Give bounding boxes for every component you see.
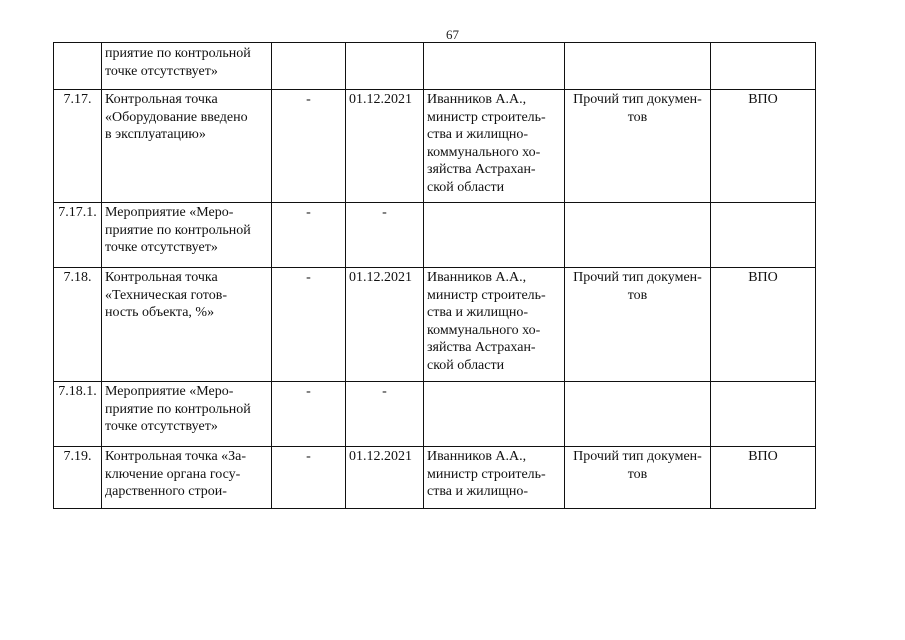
- table-row: [54, 382, 816, 447]
- responsible-person: Иванников А.А., министр строитель- ства и жилищно-: [424, 447, 565, 509]
- item-name: Контрольная точка «Оборудование введено в эксплуатацию»: [102, 90, 272, 203]
- responsible-person: Иванников А.А., министр строитель- ства и жилищно- коммунального хо- зяйства Астрахан- ской области: [424, 268, 565, 382]
- start-date: -: [272, 268, 346, 382]
- row-number: [54, 43, 102, 90]
- responsible-person: [424, 203, 565, 268]
- start-date: -: [272, 382, 346, 447]
- approval-level: [711, 203, 816, 268]
- item-name: Мероприятие «Меро- приятие по контрольной точке отсутствует»: [102, 382, 272, 447]
- end-date: [346, 43, 424, 90]
- document-type: Прочий тип докумен- тов: [565, 447, 711, 509]
- end-date: -: [346, 203, 424, 268]
- table-row: [54, 43, 816, 90]
- start-date: [272, 43, 346, 90]
- row-number: 7.18.1.: [54, 382, 102, 447]
- start-date: -: [272, 90, 346, 203]
- approval-level: ВПО: [711, 90, 816, 203]
- approval-level: ВПО: [711, 447, 816, 509]
- document-type: Прочий тип докумен- тов: [565, 90, 711, 203]
- row-number: 7.19.: [54, 447, 102, 509]
- approval-level: [711, 382, 816, 447]
- document-type: Прочий тип докумен- тов: [565, 268, 711, 382]
- table-row: [54, 203, 816, 268]
- start-date: -: [272, 447, 346, 509]
- end-date: 01.12.2021: [346, 90, 424, 203]
- end-date: -: [346, 382, 424, 447]
- table-row: [54, 90, 816, 203]
- end-date: 01.12.2021: [346, 268, 424, 382]
- table-row: [54, 447, 816, 509]
- document-type: [565, 382, 711, 447]
- item-name: Мероприятие «Меро- приятие по контрольной точке отсутствует»: [102, 203, 272, 268]
- document-type: [565, 203, 711, 268]
- page-number: 67: [446, 27, 459, 42]
- responsible-person: [424, 43, 565, 90]
- document-type: [565, 43, 711, 90]
- start-date: -: [272, 203, 346, 268]
- approval-level: ВПО: [711, 268, 816, 382]
- control-points-table: [53, 42, 816, 509]
- row-number: 7.17.1.: [54, 203, 102, 268]
- responsible-person: [424, 382, 565, 447]
- item-name: приятие по контрольной точке отсутствует»: [102, 43, 272, 90]
- row-number: 7.18.: [54, 268, 102, 382]
- end-date: 01.12.2021: [346, 447, 424, 509]
- approval-level: [711, 43, 816, 90]
- row-number: 7.17.: [54, 90, 102, 203]
- responsible-person: Иванников А.А., министр строитель- ства и жилищно- коммунального хо- зяйства Астрахан- ской области: [424, 90, 565, 203]
- table-row: [54, 268, 816, 382]
- item-name: Контрольная точка «За- ключение органа госу- дарственного строи-: [102, 447, 272, 509]
- item-name: Контрольная точка «Техническая готов- ность объекта, %»: [102, 268, 272, 382]
